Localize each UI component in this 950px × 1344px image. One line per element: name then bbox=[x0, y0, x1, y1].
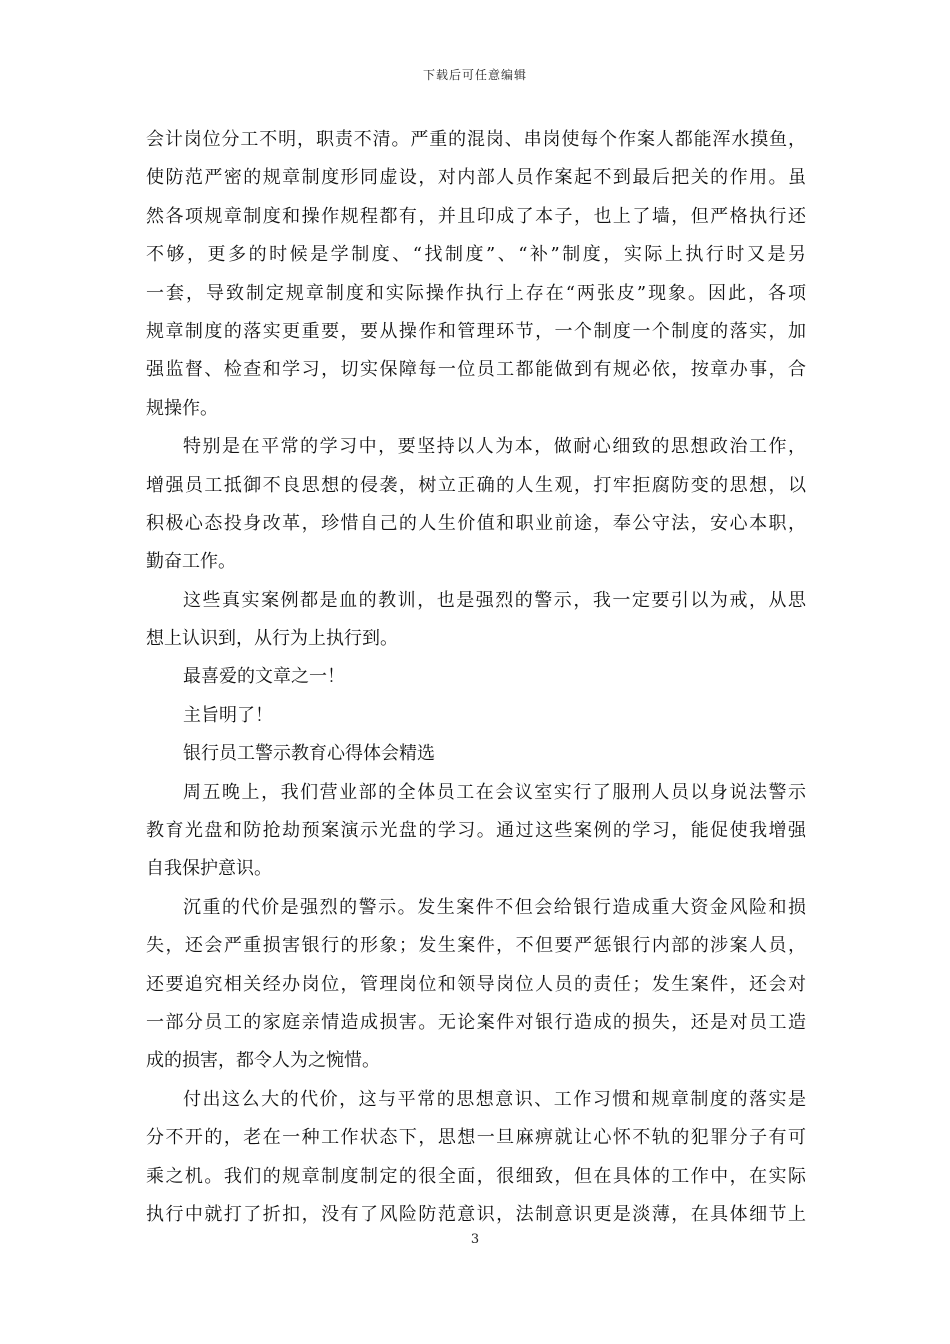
paragraph bbox=[146, 582, 806, 659]
text-line: 规章制度的落实更重要，要从操作和管理环节，一个制度一个制度的落实，加 bbox=[146, 320, 806, 342]
text-line: 会计岗位分工不明，职责不清。严重的混岗、串岗使每个作案人都能浑水摸鱼， bbox=[146, 129, 806, 150]
text-line: 一部分员工的家庭亲情造成损害。无论案件对银行造成的损失，还是对员工造 bbox=[146, 1011, 806, 1033]
text-line: 积极心态投身改革，珍惜自己的人生价值和职业前途，奉公守法，安心本职， bbox=[146, 512, 806, 534]
text-line: 规操作。 bbox=[146, 397, 218, 419]
paragraph bbox=[146, 774, 806, 889]
text-line: 强监督、检查和学习，切实保障每一位员工都能做到有规必依，按章办事，合 bbox=[146, 359, 806, 381]
text-line: 教育光盘和防抢劫预案演示光盘的学习。通过这些案例的学习，能促使我增强 bbox=[146, 820, 806, 842]
text-line: 付出这么大的代价，这与平常的思想意识、工作习惯和规章制度的落实是 bbox=[183, 1088, 806, 1110]
text-line: 成的损害，都令人为之惋惜。 bbox=[146, 1050, 380, 1072]
text-line: 沉重的代价是强烈的警示。发生案件不但会给银行造成重大资金风险和损 bbox=[183, 896, 806, 918]
text-line: 最喜爱的文章之一！ bbox=[183, 666, 345, 688]
paragraph bbox=[146, 428, 806, 582]
page-number: 3 bbox=[470, 1232, 480, 1247]
text-line: 还要追究相关经办岗位，管理岗位和领导岗位人员的责任；发生案件，还会对 bbox=[146, 973, 806, 995]
text-line: 自我保护意识。 bbox=[146, 858, 272, 880]
text-line: 分不开的，老在一种工作状态下，思想一旦麻痹就让心怀不轨的犯罪分子有可 bbox=[146, 1127, 806, 1149]
document-body bbox=[146, 121, 806, 1234]
text-line: 失，还会严重损害银行的形象；发生案件，不但要严惩银行内部的涉案人员， bbox=[146, 935, 806, 957]
paragraph bbox=[146, 1081, 806, 1235]
paragraph bbox=[146, 889, 806, 1081]
text-line: 使防范严密的规章制度形同虚设，对内部人员作案起不到最后把关的作用。虽 bbox=[146, 167, 806, 189]
paragraph bbox=[146, 121, 806, 428]
paragraph bbox=[146, 697, 806, 735]
paragraph bbox=[146, 658, 806, 696]
text-line: 增强员工抵御不良思想的侵袭，树立正确的人生观，打牢拒腐防变的思想，以 bbox=[146, 474, 806, 496]
text-line: 周五晚上，我们营业部的全体员工在会议室实行了服刑人员以身说法警示 bbox=[183, 781, 806, 803]
text-line: 不够，更多的时候是学制度、“找制度”、“补”制度，实际上执行时又是另 bbox=[146, 244, 806, 266]
text-line: 银行员工警示教育心得体会精选 bbox=[183, 743, 435, 765]
text-line: 这些真实案例都是血的教训，也是强烈的警示，我一定要引以为戒，从思 bbox=[183, 589, 806, 611]
page-header: 下载后可任意编辑 bbox=[422, 68, 527, 82]
text-line: 执行中就打了折扣，没有了风险防范意识，法制意识更是淡薄，在具体细节上 bbox=[146, 1203, 806, 1225]
text-line: 勤奋工作。 bbox=[146, 551, 236, 573]
paragraph bbox=[146, 735, 806, 773]
text-line: 一套，导致制定规章制度和实际操作执行上存在“两张皮”现象。因此，各项 bbox=[146, 282, 806, 304]
text-line: 想上认识到，从行为上执行到。 bbox=[146, 628, 398, 650]
text-line: 乘之机。我们的规章制度制定的很全面，很细致，但在具体的工作中，在实际 bbox=[146, 1165, 806, 1187]
text-line: 主旨明了！ bbox=[183, 704, 273, 726]
text-line: 特别是在平常的学习中，要坚持以人为本，做耐心细致的思想政治工作， bbox=[183, 436, 806, 458]
text-line: 然各项规章制度和操作规程都有，并且印成了本子，也上了墙，但严格执行还 bbox=[146, 205, 806, 227]
